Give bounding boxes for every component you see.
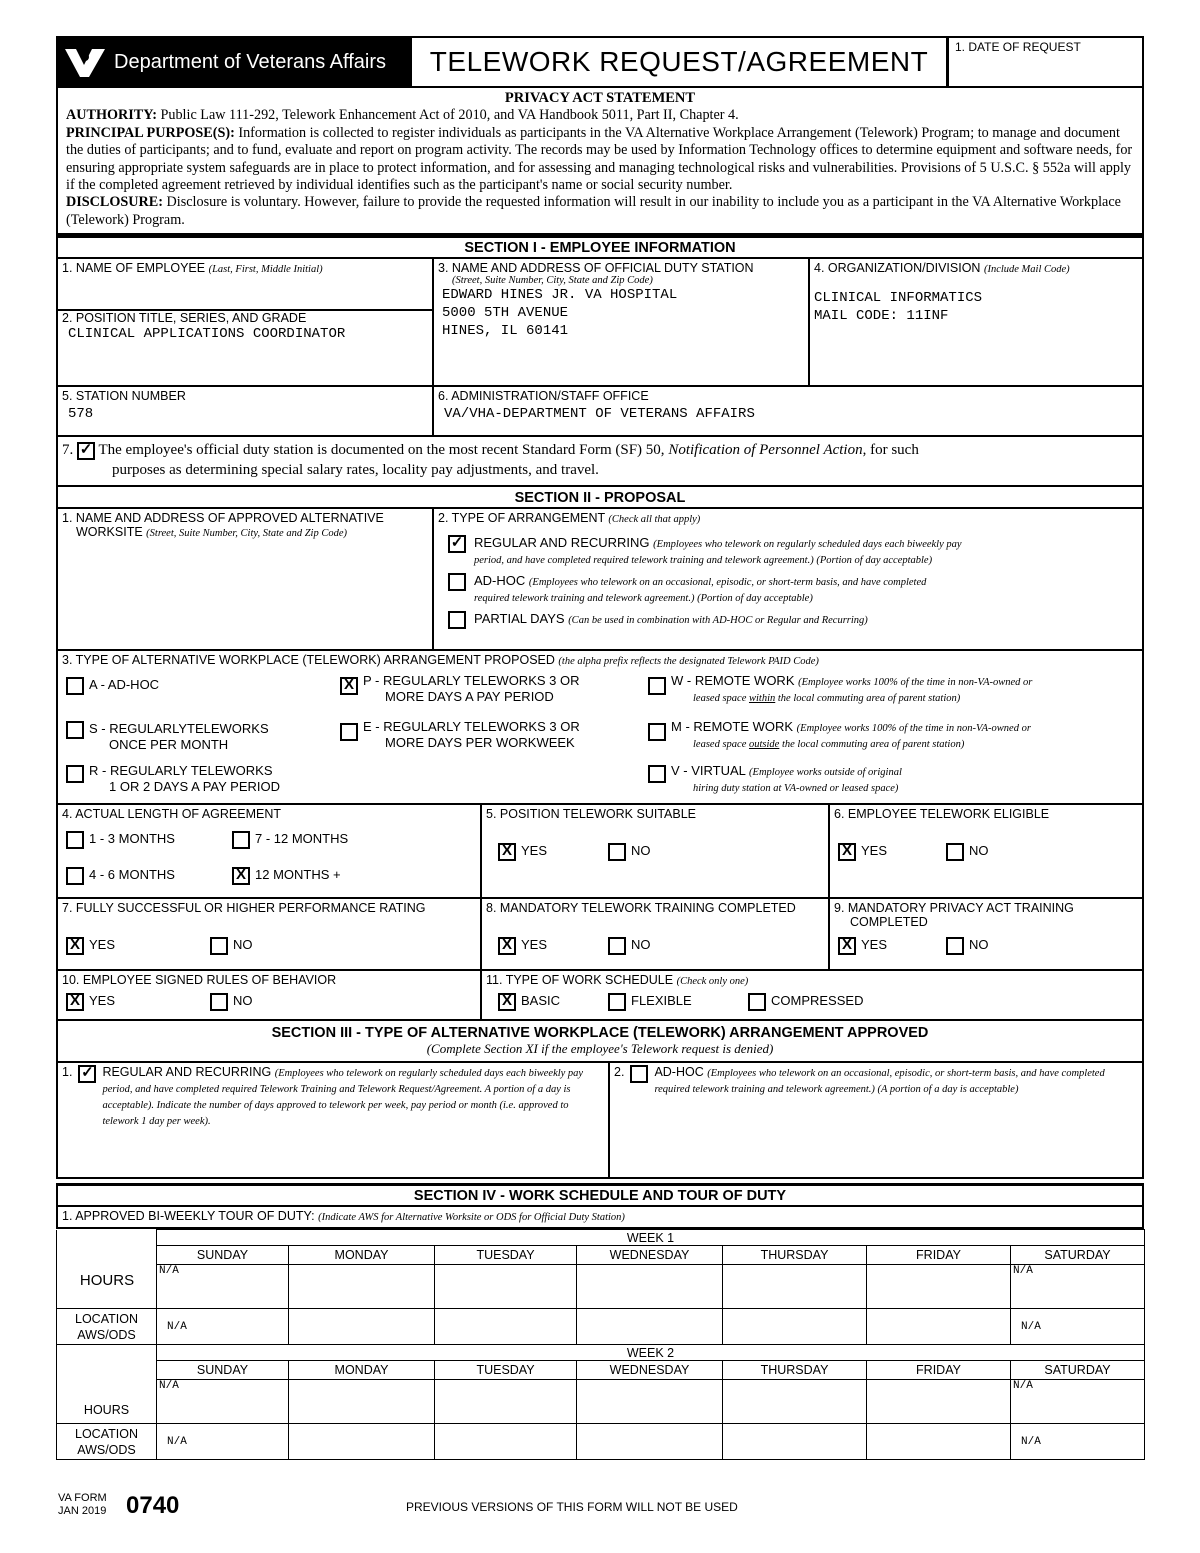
q6-yes	[838, 843, 887, 861]
q6-no	[946, 843, 989, 861]
organization-label: 4. ORGANIZATION/DIVISION	[814, 261, 981, 276]
opt-p	[340, 673, 580, 705]
q5-yes	[498, 843, 547, 861]
telework-training	[480, 899, 828, 969]
w2-loc-fri[interactable]	[867, 1424, 1011, 1460]
len-4-6-label: 4 - 6 MONTHS	[89, 867, 175, 883]
w1-hours-mon[interactable]	[289, 1265, 435, 1309]
opt-a	[66, 677, 159, 695]
alt-worksite-field[interactable]	[58, 509, 432, 649]
opt-s-checkbox[interactable]	[66, 721, 84, 739]
len-4-6-checkbox[interactable]	[66, 867, 84, 885]
section-3-subtitle: (Complete Section XI if the employee's Telework request is denied)	[426, 1041, 774, 1057]
duty-station-hint: (Street, Suite Number, City, State and Zip Code)	[452, 275, 653, 287]
q9-yes-label: YES	[861, 937, 888, 953]
w2-day-sat: SATURDAY	[1011, 1361, 1145, 1380]
q8-yes-label: YES	[521, 937, 548, 953]
w2-hours-wed[interactable]	[577, 1380, 723, 1424]
q7-no-checkbox[interactable]	[210, 937, 228, 955]
q7-no	[210, 937, 253, 955]
sched-basic-label: BASIC	[521, 993, 561, 1009]
opt-r-label: R - REGULARLY TELEWORKS	[89, 763, 273, 779]
week1-label: WEEK 1	[157, 1230, 1145, 1246]
q5-no-label: NO	[631, 843, 651, 859]
w2-hours-tue[interactable]	[435, 1380, 577, 1424]
rules-of-behavior-label: 10. EMPLOYEE SIGNED RULES OF BEHAVIOR	[62, 973, 337, 988]
sf50-checkbox[interactable]: ✓	[77, 442, 95, 460]
alt-worksite-label: 1. NAME AND ADDRESS OF APPROVED ALTERNATIVE	[62, 511, 384, 526]
tour-of-duty-hint: (Indicate AWS for Alternative Worksite or ODS for Official Duty Station)	[318, 1212, 625, 1224]
telework-training-label: 8. MANDATORY TELEWORK TRAINING COMPLETED	[486, 901, 796, 916]
privacy-training-label: 9. MANDATORY PRIVACY ACT TRAINING	[834, 901, 1074, 916]
position-title-label: 2. POSITION TITLE, SERIES, AND GRADE	[62, 311, 307, 326]
schedule-table	[56, 1229, 1145, 1460]
opt-p-label: P - REGULARLY TELEWORKS 3 OR	[363, 673, 580, 689]
opt-m-hint: (Employee works 100% of the time in non-VA-owned or	[796, 723, 1031, 735]
form-header	[56, 36, 1144, 88]
w2-hours-fri[interactable]	[867, 1380, 1011, 1424]
telework-type-label: 3. TYPE OF ALTERNATIVE WORKPLACE (TELEWORK) ARRANGEMENT PROPOSED	[62, 653, 555, 668]
authority-label: AUTHORITY:	[66, 107, 157, 124]
position-title-value: CLINICAL APPLICATIONS COORDINATOR	[68, 326, 346, 343]
duty-station-field[interactable]	[432, 259, 808, 385]
section-3-title: SECTION III - TYPE OF ALTERNATIVE WORKPLACE (TELEWORK) ARRANGEMENT APPROVED	[271, 1025, 929, 1042]
position-suitable-label: 5. POSITION TELEWORK SUITABLE	[486, 807, 697, 822]
q7-yes-label: YES	[89, 937, 116, 953]
q10-no	[210, 993, 253, 1011]
len-1-3-label: 1 - 3 MONTHS	[89, 831, 175, 847]
opt-m-hint-2u: outside	[748, 739, 780, 751]
w1-day-sat: SATURDAY	[1011, 1246, 1145, 1265]
admin-office-value: VA/VHA-DEPARTMENT OF VETERANS AFFAIRS	[444, 406, 755, 423]
work-schedule-type-label: 11. TYPE OF WORK SCHEDULE	[486, 973, 674, 988]
disclosure-text: Disclosure is voluntary. However, failure to provide the requested information will result in our inability to include you as a participant in the VA Alternative Workplace (Telework) Program.	[66, 194, 1121, 228]
w1-day-mon: MONDAY	[289, 1246, 435, 1265]
opt-v-label: V - VIRTUAL	[671, 763, 746, 779]
w2-day-sun: SUNDAY	[157, 1361, 289, 1380]
w1-hours-label: HOURS	[79, 1272, 135, 1289]
q8-yes-checkbox[interactable]: X	[498, 937, 516, 955]
opt-m-hint-2a: leased space	[693, 739, 749, 751]
s1-row-1	[56, 259, 1144, 387]
w2-loc-mon[interactable]	[289, 1424, 435, 1460]
privacy-title: PRIVACY ACT STATEMENT	[504, 90, 696, 106]
arr-regular-checkbox[interactable]: ✓	[448, 535, 466, 553]
performance-rating-label: 7. FULLY SUCCESSFUL OR HIGHER PERFORMANCE RATING	[62, 901, 426, 916]
privacy-act-statement	[56, 88, 1144, 235]
employee-name-field[interactable]	[58, 259, 432, 311]
employee-eligible	[828, 805, 1142, 897]
authority-text: Public Law 111-292, Telework Enhancement Act of 2010, and VA Handbook 5011, Part II, Chapter 4.	[160, 107, 739, 124]
s2-row-1	[56, 509, 1144, 651]
w2-loc-wed[interactable]	[577, 1424, 723, 1460]
len-7-12	[232, 831, 348, 849]
w1-location-text: LOCATION	[75, 1311, 138, 1326]
date-of-request-field[interactable]	[946, 38, 1142, 86]
s2-row-4	[56, 899, 1144, 971]
approved-regular-hint: (Employees who telework on regularly scheduled days each biweekly pay period, and have completed required Telework Training and Telework Request/Agreement. A portion of a day is acceptable). Indicate the number of days approved to telework per week, pay period or month (i.e. approved to telework 1 day per week).	[102, 1068, 584, 1128]
opt-v-checkbox[interactable]	[648, 765, 666, 783]
opt-s-label-2: ONCE PER MONTH	[109, 737, 229, 753]
disclosure-label: DISCLOSURE:	[66, 194, 163, 211]
tour-of-duty-label: 1. APPROVED BI-WEEKLY TOUR OF DUTY:	[62, 1209, 315, 1224]
purpose-label: PRINCIPAL PURPOSE(S):	[66, 124, 235, 141]
position-title-field[interactable]	[58, 311, 432, 343]
len-12-plus-checkbox[interactable]: X	[232, 867, 250, 885]
admin-office-label: 6. ADMINISTRATION/STAFF OFFICE	[438, 389, 649, 404]
sched-flexible-checkbox[interactable]	[608, 993, 626, 1011]
arrangement-type	[432, 509, 1142, 649]
q9-yes-checkbox[interactable]: X	[838, 937, 856, 955]
arr-adhoc	[448, 573, 926, 607]
arr-adhoc-hint-2: required telework training and telework agreement.) (Portion of day acceptable)	[474, 593, 813, 605]
sf50-text-b: , for such	[862, 442, 919, 459]
telework-type-hint: (the alpha prefix reflects the designated Telework PAID Code)	[558, 656, 819, 668]
tour-of-duty-label-cell	[58, 1207, 629, 1227]
duty-station-label: 3. NAME AND ADDRESS OF OFFICIAL DUTY STATION	[438, 261, 754, 276]
privacy-training	[828, 899, 1142, 969]
w1-location-text-2: AWS/ODS	[77, 1327, 136, 1342]
footer-note: PREVIOUS VERSIONS OF THIS FORM WILL NOT BE USED	[406, 1500, 738, 1514]
w2-hours-sun[interactable]: N/A	[157, 1380, 289, 1424]
approved-adhoc	[608, 1063, 1142, 1177]
opt-e-checkbox[interactable]	[340, 723, 358, 741]
station-number-field[interactable]	[58, 387, 432, 435]
w1-loc-thu[interactable]	[723, 1309, 867, 1345]
purpose-text: Information is collected to register individuals as participants in the VA Alternative Workplace Arrangement (Telework) Program; to manage and document the duties of participants; and to fund, evaluate and report on program activity. The records may be used by Information Technology offices to determine equipment and software needs, for ensuring appropriate system safeguards are in place to protect information, and for assessing and managing technological risks and vulnerabilities. Provisions of 5 U.S.C. § 552a will apply if the completed agreement retrieved by individual identifies such as the participant's name or social security number.	[66, 124, 1133, 194]
q9-yes	[838, 937, 887, 955]
q8-no-label: NO	[631, 937, 651, 953]
w1-hours-tue[interactable]	[435, 1265, 577, 1309]
q10-no-label: NO	[233, 993, 253, 1009]
opt-s-label: S - REGULARLYTELEWORKS	[89, 721, 269, 737]
sf50-number: 7.	[62, 442, 74, 459]
sched-compressed-label: COMPRESSED	[771, 993, 864, 1009]
w1-day-thu: THURSDAY	[723, 1246, 867, 1265]
arr-adhoc-hint: (Employees who telework on an occasional, episodic, or short-term basis, and have completed	[528, 577, 927, 589]
organization-field[interactable]	[808, 259, 1142, 385]
q6-yes-label: YES	[861, 843, 888, 859]
opt-e	[340, 719, 580, 751]
approved-regular-checkbox[interactable]: ✓	[78, 1065, 96, 1083]
section-4-title: SECTION IV - WORK SCHEDULE AND TOUR OF DUTY	[56, 1183, 1144, 1207]
q9-no-label: NO	[969, 937, 989, 953]
sched-basic	[498, 993, 560, 1011]
len-1-3-checkbox[interactable]	[66, 831, 84, 849]
approved-adhoc-number: 2.	[614, 1065, 625, 1080]
w1-day-wed: WEDNESDAY	[577, 1246, 723, 1265]
w2-hours-mon[interactable]	[289, 1380, 435, 1424]
arr-partial-label: PARTIAL DAYS	[474, 611, 565, 627]
form-page	[56, 36, 1144, 1460]
sf50-text-a: The employee's official duty station is documented on the most recent Standard Form (SF) 50,	[98, 442, 669, 459]
q6-no-checkbox[interactable]	[946, 843, 964, 861]
week2-label: WEEK 2	[157, 1345, 1145, 1361]
q6-no-label: NO	[969, 843, 989, 859]
w1-day-sun: SUNDAY	[157, 1246, 289, 1265]
w1-loc-wed[interactable]	[577, 1309, 723, 1345]
opt-w-hint-2b: the local commuting area of parent station)	[775, 693, 961, 705]
opt-r-checkbox[interactable]	[66, 765, 84, 783]
len-1-3	[66, 831, 175, 849]
q10-yes-checkbox[interactable]: X	[66, 993, 84, 1011]
w2-loc-thu[interactable]	[723, 1424, 867, 1460]
tour-of-duty-row	[56, 1207, 1144, 1229]
arr-adhoc-label: AD-HOC	[474, 573, 526, 589]
w1-day-tue: TUESDAY	[435, 1246, 577, 1265]
len-7-12-label: 7 - 12 MONTHS	[255, 831, 349, 847]
form-id-line-2: JAN 2019	[58, 1505, 107, 1517]
sched-flexible	[608, 993, 692, 1011]
opt-e-label: E - REGULARLY TELEWORKS 3 OR	[363, 719, 580, 735]
employee-name-hint: (Last, First, Middle Initial)	[208, 264, 323, 276]
opt-w-hint: (Employee works 100% of the time in non-VA-owned or	[798, 677, 1033, 689]
opt-w-hint-2u: within	[748, 693, 776, 705]
arr-adhoc-checkbox[interactable]	[448, 573, 466, 591]
arr-partial-hint: (Can be used in combination with AD-HOC or Regular and Recurring)	[568, 615, 868, 627]
opt-e-label-2: MORE DAYS PER WORKWEEK	[385, 735, 575, 751]
arr-partial	[448, 611, 868, 629]
q9-no-checkbox[interactable]	[946, 937, 964, 955]
s3-row	[56, 1063, 1144, 1179]
arr-regular-hint-2: period, and have completed required telework training and telework agreement.) (Portion of day acceptable)	[474, 555, 933, 567]
s2-row-2	[56, 651, 1144, 805]
w2-day-thu: THURSDAY	[723, 1361, 867, 1380]
approved-adhoc-hint: (Employees who telework on an occasional, episodic, or short-term basis, and have completed required telework training and telework agreement.) (A portion of a day is acceptable)	[654, 1068, 1105, 1096]
w2-day-wed: WEDNESDAY	[577, 1361, 723, 1380]
w1-loc-tue[interactable]	[435, 1309, 577, 1345]
opt-a-checkbox[interactable]	[66, 677, 84, 695]
duty-station-value: EDWARD HINES JR. VA HOSPITAL 5000 5TH AVENUE HINES, IL 60141	[442, 287, 678, 340]
w2-location-label	[57, 1424, 157, 1460]
approved-regular-number: 1.	[62, 1065, 73, 1080]
w2-hours-thu[interactable]	[723, 1380, 867, 1424]
approved-regular	[58, 1063, 608, 1177]
arr-regular-label: REGULAR AND RECURRING	[474, 535, 650, 551]
w1-loc-mon[interactable]	[289, 1309, 435, 1345]
form-number: 0740	[126, 1492, 180, 1519]
w2-location-text-2: AWS/ODS	[77, 1442, 136, 1457]
opt-m-hint-2b: the local commuting area of parent station)	[779, 739, 965, 751]
approved-adhoc-checkbox[interactable]	[630, 1065, 648, 1083]
opt-w-label: W - REMOTE WORK	[671, 673, 795, 689]
sf50-text-c: purposes as determining special salary rates, locality pay adjustments, and travel.	[112, 462, 599, 479]
opt-p-checkbox[interactable]: X	[340, 677, 358, 695]
opt-w-checkbox[interactable]	[648, 677, 666, 695]
arr-partial-checkbox[interactable]	[448, 611, 466, 629]
sched-basic-checkbox[interactable]: X	[498, 993, 516, 1011]
w1-day-fri: FRIDAY	[867, 1246, 1011, 1265]
opt-v-hint-2: hiring duty station at VA-owned or leased space)	[693, 783, 899, 795]
form-title: TELEWORK REQUEST/AGREEMENT	[410, 38, 946, 86]
q7-yes	[66, 937, 115, 955]
privacy-training-label-2: COMPLETED	[850, 915, 928, 930]
w2-hours-sat[interactable]: N/A	[1011, 1380, 1145, 1424]
telework-type	[58, 651, 1142, 803]
dept-name: Department of Veterans Affairs	[114, 50, 387, 73]
w1-hours-fri[interactable]	[867, 1265, 1011, 1309]
q5-yes-label: YES	[521, 843, 548, 859]
w1-hours-thu[interactable]	[723, 1265, 867, 1309]
work-schedule-type	[480, 971, 1142, 1019]
performance-rating	[58, 899, 480, 969]
sched-compressed	[748, 993, 863, 1011]
date-of-request-label: 1. DATE OF REQUEST	[955, 40, 1081, 54]
approved-regular-label: REGULAR AND RECURRING	[102, 1065, 272, 1080]
q8-no	[608, 937, 651, 955]
va-logo-icon	[62, 45, 108, 79]
arrangement-type-label: 2. TYPE OF ARRANGEMENT	[438, 511, 605, 526]
q5-no-checkbox[interactable]	[608, 843, 626, 861]
s2-row-5	[56, 971, 1144, 1021]
rules-of-behavior	[58, 971, 480, 1019]
q9-no	[946, 937, 989, 955]
alt-worksite-label-2: WORKSITE	[76, 525, 143, 540]
arrangement-type-hint: (Check all that apply)	[608, 514, 701, 526]
q6-yes-checkbox[interactable]: X	[838, 843, 856, 861]
w1-location-label	[57, 1309, 157, 1345]
len-12-plus-label: 12 MONTHS +	[255, 867, 341, 883]
w1-loc-fri[interactable]	[867, 1309, 1011, 1345]
sched-flexible-label: FLEXIBLE	[631, 993, 692, 1009]
q5-no	[608, 843, 651, 861]
opt-s	[66, 721, 269, 753]
opt-m-checkbox[interactable]	[648, 723, 666, 741]
section-1-title: SECTION I - EMPLOYEE INFORMATION	[56, 235, 1144, 259]
w2-loc-sat[interactable]: N/A	[1011, 1424, 1145, 1460]
w1-hours-sat[interactable]: N/A	[1011, 1265, 1145, 1309]
opt-v-hint: (Employee works outside of original	[749, 767, 902, 779]
w1-loc-sat[interactable]: N/A	[1011, 1309, 1145, 1345]
q5-yes-checkbox[interactable]: X	[498, 843, 516, 861]
q10-yes-label: YES	[89, 993, 116, 1009]
w1-loc-sun[interactable]: N/A	[157, 1309, 289, 1345]
admin-office-field[interactable]	[432, 387, 1142, 435]
w2-hours-label-cell	[57, 1345, 157, 1424]
alt-worksite-hint: (Street, Suite Number, City, State and Zip Code)	[146, 528, 347, 540]
work-schedule-type-hint: (Check only one)	[676, 976, 749, 988]
form-footer	[56, 1492, 1144, 1532]
employee-eligible-label: 6. EMPLOYEE TELEWORK ELIGIBLE	[834, 807, 1050, 822]
opt-p-label-2: MORE DAYS A PAY PERIOD	[385, 689, 554, 705]
approved-adhoc-label: AD-HOC	[654, 1065, 704, 1080]
s2-row-3	[56, 805, 1144, 899]
opt-r	[66, 763, 280, 795]
w2-day-fri: FRIDAY	[867, 1361, 1011, 1380]
q8-yes	[498, 937, 547, 955]
agreement-length-label: 4. ACTUAL LENGTH OF AGREEMENT	[62, 807, 282, 822]
sf50-text-italic: Notification of Personnel Action	[668, 442, 863, 459]
len-12-plus	[232, 867, 341, 885]
len-4-6	[66, 867, 175, 885]
w2-day-tue: TUESDAY	[435, 1361, 577, 1380]
form-id	[58, 1492, 107, 1518]
employee-name-label: 1. NAME OF EMPLOYEE	[62, 261, 206, 276]
opt-m-label: M - REMOTE WORK	[671, 719, 794, 735]
q10-no-checkbox[interactable]	[210, 993, 228, 1011]
opt-w-hint-2a: leased space	[693, 693, 749, 705]
w2-loc-tue[interactable]	[435, 1424, 577, 1460]
opt-m	[648, 719, 1031, 753]
sched-compressed-checkbox[interactable]	[748, 993, 766, 1011]
va-brand	[58, 38, 410, 86]
sf50-statement	[58, 437, 923, 485]
organization-value: CLINICAL INFORMATICS MAIL CODE: 11INF	[814, 290, 983, 325]
opt-a-label: A - AD-HOC	[89, 677, 160, 693]
agreement-length	[58, 805, 480, 897]
q7-yes-checkbox[interactable]: X	[66, 937, 84, 955]
w2-day-mon: MONDAY	[289, 1361, 435, 1380]
s1-row-2	[56, 387, 1144, 437]
w1-hours-sun[interactable]: N/A	[157, 1265, 289, 1309]
opt-r-label-2: 1 OR 2 DAYS A PAY PERIOD	[109, 779, 280, 795]
arr-regular-hint: (Employees who telework on regularly scheduled days each biweekly pay	[653, 539, 962, 551]
opt-v	[648, 763, 902, 797]
q8-no-checkbox[interactable]	[608, 937, 626, 955]
q7-no-label: NO	[233, 937, 253, 953]
s1-left-col	[58, 259, 432, 385]
position-suitable	[480, 805, 828, 897]
w2-location-text: LOCATION	[75, 1426, 138, 1441]
station-number-label: 5. STATION NUMBER	[62, 389, 186, 404]
q10-yes	[66, 993, 115, 1011]
section-2-title: SECTION II - PROPOSAL	[56, 487, 1144, 509]
w2-hours-label: HOURS	[83, 1403, 130, 1418]
arr-regular	[448, 535, 962, 569]
len-7-12-checkbox[interactable]	[232, 831, 250, 849]
organization-hint: (Include Mail Code)	[983, 264, 1070, 276]
w2-loc-sun[interactable]: N/A	[157, 1424, 289, 1460]
s1-row-3	[56, 437, 1144, 487]
form-id-line-1: VA FORM	[58, 1492, 107, 1504]
w1-hours-wed[interactable]	[577, 1265, 723, 1309]
section-3-header	[56, 1021, 1144, 1063]
opt-w	[648, 673, 1032, 707]
station-number-value: 578	[68, 406, 94, 423]
